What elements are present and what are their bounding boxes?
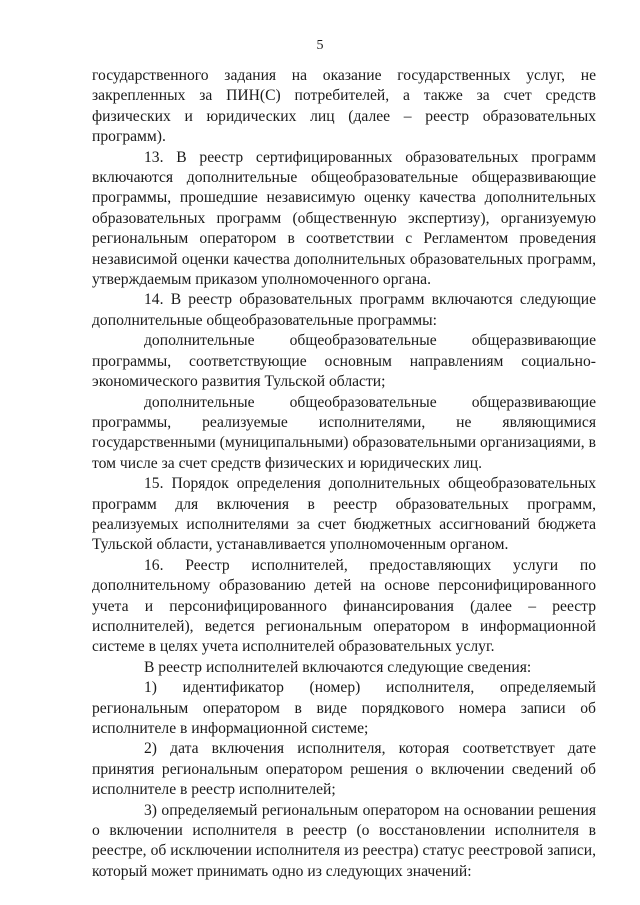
paragraph-13: 13. В реестр сертифицированных образовательных программ включаются дополнительные общеобразовательные общеразвивающие программы, прошедшие независимую оценку качества дополнительных образовательных программ (общественную экспертизу), организуемую региональным оператором в соответствии с Регламентом проведения независимой оценки качества дополнительных образовательных программ, утверждаемым приказом уполномоченного органа. bbox=[92, 148, 596, 289]
paragraph-15: 15. Порядок определения дополнительных общеобразовательных программ для включения в реестр образовательных программ, реализуемых исполнителями за счет бюджетных ассигнований бюджета Тульской области, устанавливается уполномоченным органом. bbox=[92, 475, 596, 554]
page-number: 5 bbox=[316, 38, 324, 53]
paragraph-16-item-2: 2) дата включения исполнителя, которая соответствует дате принятия региональным оператором решения о включении сведений об исполнителе в реестр исполнителей; bbox=[92, 740, 596, 799]
document-body bbox=[92, 66, 596, 882]
paragraph-16-item-1: 1) идентификатор (номер) исполнителя, определяемый региональным оператором в виде порядкового номера записи об исполнителе в информационной системе; bbox=[92, 679, 596, 737]
paragraph-16: 16. Реестр исполнителей, предоставляющих услуги по дополнительному образованию детей на основе персонифицированного учета и персонифицированного финансирования (далее – реестр исполнителей), ведется региональным оператором в информационной системе в целях учета исполнителей образовательных услуг. bbox=[92, 556, 596, 656]
paragraph-continuation: государственного задания на оказание государственных услуг, не закрепленных за ПИН(С) потребителей, а также за счет средств физических и юридических лиц (далее – реестр образовательных программ). bbox=[92, 67, 596, 146]
paragraph-14-item-1: дополнительные общеобразовательные общеразвивающие программы, соответствующие основным направлениям социально-экономического развития Тульской области; bbox=[92, 332, 596, 391]
paragraph-16-item-3: 3) определяемый региональным оператором на основании решения о включении исполнителя в реестр (о восстановлении исполнителя в реестре, об исключении исполнителя из реестра) статус реестровой записи, который может принимать одно из следующих значений: bbox=[92, 801, 596, 880]
paragraph-16-intro: В реестр исполнителей включаются следующие сведения: bbox=[144, 658, 532, 676]
paragraph-14-item-2: дополнительные общеобразовательные общеразвивающие программы, реализуемые исполнителями, не являющимися государственными (муниципальными) образовательными организациями, в том числе за счет средств физических и юридических лиц. bbox=[92, 393, 596, 472]
paragraph-14: 14. В реестр образовательных программ включаются следующие дополнительные общеобразовательные программы: bbox=[92, 291, 596, 329]
